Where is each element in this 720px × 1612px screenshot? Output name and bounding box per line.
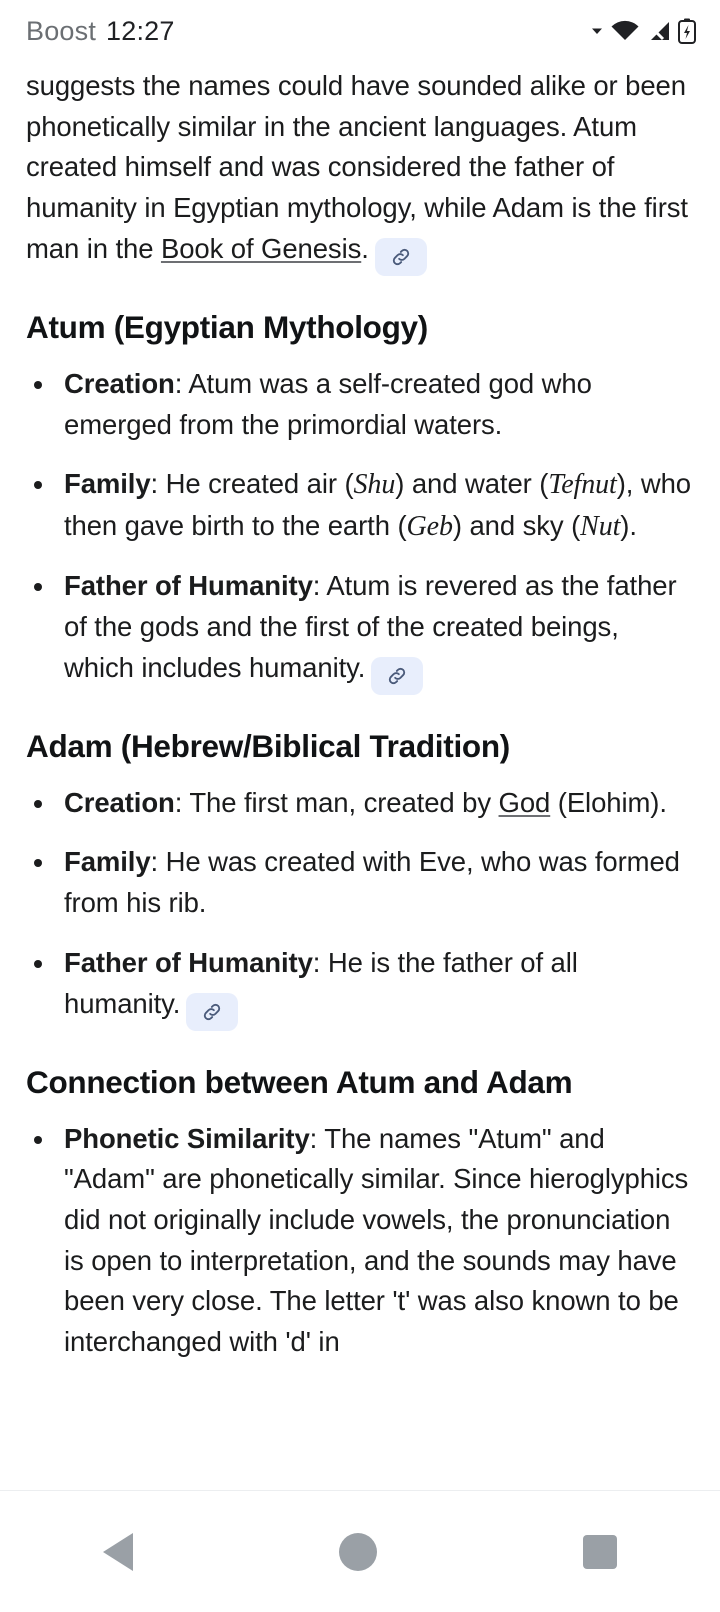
wifi-icon bbox=[610, 19, 640, 43]
math-term-tefnut: Tefnut bbox=[548, 469, 617, 501]
list-item bbox=[26, 783, 696, 824]
section-heading-atum: Atum (Egyptian Mythology) bbox=[26, 308, 428, 345]
bullet-list-adam bbox=[26, 783, 696, 1031]
bullet-text: : The names "Atum" and "Adam" are phonetically similar. Since hieroglyphics did not originally include vowels, the pronunciation is open to interpretation, and the sounds may have been very close. The letter 't' was also known to be interchanged with 'd' in bbox=[64, 1122, 689, 1358]
math-term-shu: Shu bbox=[353, 469, 396, 501]
bullet-label: Creation bbox=[64, 367, 175, 399]
bullet-text-part: : He created air ( bbox=[150, 468, 354, 500]
link-icon bbox=[386, 665, 408, 687]
list-item bbox=[26, 842, 696, 923]
list-item bbox=[26, 566, 696, 694]
article-content bbox=[0, 62, 720, 1363]
link-icon bbox=[390, 246, 412, 268]
battery-icon bbox=[678, 18, 696, 44]
bullet-text: : Atum is revered as the father of the gods and the first of the created beings, which includes humanity. bbox=[64, 570, 677, 683]
status-bar-right bbox=[589, 18, 696, 44]
content-fade-overlay bbox=[0, 1456, 720, 1490]
bullet-list-atum bbox=[26, 364, 696, 695]
home-circle-icon bbox=[339, 1533, 377, 1571]
bullet-text: : He was created with Eve, who was formed from his rib. bbox=[64, 846, 680, 919]
book-of-genesis-link[interactable]: Book of Genesis bbox=[160, 232, 362, 264]
home-button[interactable] bbox=[339, 1533, 377, 1571]
bullet-text-part: ). bbox=[620, 509, 637, 541]
list-item bbox=[26, 1119, 696, 1363]
bullet-text: : He is the father of all humanity. bbox=[64, 946, 578, 1019]
bullet-text-part: ) and water ( bbox=[395, 468, 549, 500]
bullet-label: Family bbox=[64, 846, 151, 878]
intro-text-after: . bbox=[361, 232, 369, 264]
recents-square-icon bbox=[583, 1535, 617, 1569]
citation-chip[interactable] bbox=[371, 657, 423, 695]
status-bar-left bbox=[26, 16, 175, 47]
math-term-geb: Geb bbox=[406, 510, 453, 542]
intro-paragraph bbox=[26, 66, 696, 276]
status-bar bbox=[0, 0, 720, 62]
god-link[interactable]: God bbox=[498, 786, 551, 818]
bullet-label: Father of Humanity bbox=[64, 946, 313, 978]
bullet-text-part: ) and sky ( bbox=[452, 509, 581, 541]
bullet-text-part: : The first man, created by bbox=[174, 786, 499, 818]
bullet-label: Phonetic Similarity bbox=[64, 1122, 310, 1154]
bullet-text-part: ), who then gave birth to the earth ( bbox=[64, 468, 691, 541]
list-item bbox=[26, 464, 696, 547]
section-heading-adam: Adam (Hebrew/Biblical Tradition) bbox=[26, 727, 510, 764]
bullet-label: Father of Humanity bbox=[64, 570, 313, 602]
section-heading-connection: Connection between Atum and Adam bbox=[26, 1063, 573, 1100]
bullet-label: Creation bbox=[64, 786, 175, 818]
recents-button[interactable] bbox=[583, 1535, 617, 1569]
status-clock: 12:27 bbox=[106, 15, 175, 46]
math-term-nut: Nut bbox=[580, 510, 621, 542]
link-icon bbox=[201, 1001, 223, 1023]
back-triangle-icon bbox=[103, 1533, 133, 1571]
citation-chip[interactable] bbox=[375, 238, 427, 276]
system-navigation-bar bbox=[0, 1490, 720, 1612]
cellular-signal-off-icon bbox=[645, 19, 673, 43]
citation-chip[interactable] bbox=[186, 993, 238, 1031]
list-item bbox=[26, 364, 696, 445]
bullet-text: : Atum was a self-created god who emerged from the primordial waters. bbox=[64, 367, 592, 440]
bullet-text-part: (Elohim). bbox=[550, 786, 667, 818]
intro-text-before: suggests the names could have sounded alike or been phonetically similar in the ancient languages. Atum created himself and was considered the father of humanity in Egyptian mythology, while Adam is the first man in the bbox=[26, 70, 688, 264]
bullet-label: Family bbox=[64, 468, 151, 500]
carrier-label: Boost bbox=[26, 15, 97, 46]
dropdown-caret-icon bbox=[589, 23, 605, 39]
bullet-list-connection bbox=[26, 1119, 696, 1363]
back-button[interactable] bbox=[103, 1533, 133, 1571]
list-item bbox=[26, 943, 696, 1031]
